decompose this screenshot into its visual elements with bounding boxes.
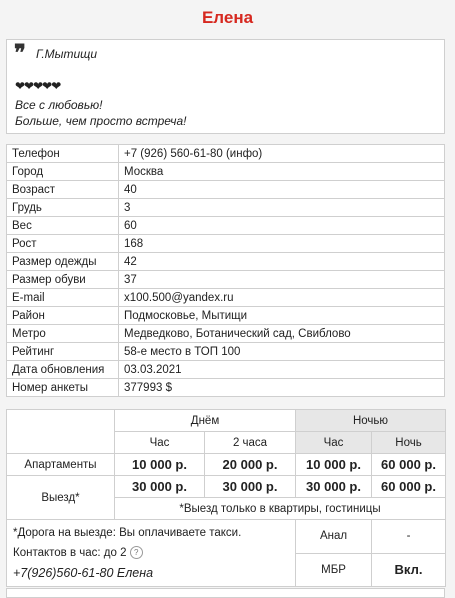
price-table xyxy=(6,409,446,587)
contacts-note xyxy=(13,543,289,563)
price-row-outcall xyxy=(7,476,446,498)
info-value: 42 xyxy=(119,253,445,271)
info-label: Метро xyxy=(7,325,119,343)
info-value: 37 xyxy=(119,271,445,289)
service-value: - xyxy=(372,520,446,554)
info-value: Подмосковье, Мытищи xyxy=(119,307,445,325)
info-row-bust xyxy=(7,199,445,217)
info-row-age xyxy=(7,181,445,199)
service-label: МБР xyxy=(296,553,372,587)
quote-box xyxy=(6,39,445,134)
price-value: 30 000 р. xyxy=(296,476,372,498)
quote-icon: ❞ xyxy=(14,40,26,66)
info-row-number xyxy=(7,379,445,397)
info-label: Дата обновления xyxy=(7,361,119,379)
day-hour-header: Час xyxy=(115,432,205,454)
night-full-header: Ночь xyxy=(372,432,446,454)
info-row-shoe xyxy=(7,271,445,289)
hearts-icons: ❤❤❤❤❤ xyxy=(15,79,61,93)
info-label: Размер обуви xyxy=(7,271,119,289)
info-value: 40 xyxy=(119,181,445,199)
night-header: Ночью xyxy=(296,410,446,432)
phone-name-note: +7(926)560-61-80 Елена xyxy=(13,566,154,580)
info-value: 168 xyxy=(119,235,445,253)
info-value: 3 xyxy=(119,199,445,217)
info-row-rating xyxy=(7,343,445,361)
price-value: 10 000 р. xyxy=(296,454,372,476)
info-value: Москва xyxy=(119,163,445,181)
info-label: Телефон xyxy=(7,145,119,163)
info-value-email[interactable]: x100.500@yandex.ru xyxy=(119,289,445,307)
price-value: 30 000 р. xyxy=(115,476,205,498)
info-label: Район xyxy=(7,307,119,325)
price-value: 60 000 р. xyxy=(372,476,446,498)
road-note: *Дорога на выезде: Вы оплачиваете такси. xyxy=(13,527,242,539)
info-row-district xyxy=(7,307,445,325)
outcall-note: *Выезд только в квартиры, гостиницы xyxy=(115,498,446,520)
info-label: Возраст xyxy=(7,181,119,199)
info-label: Размер одежды xyxy=(7,253,119,271)
price-corner xyxy=(7,410,115,454)
motto-text xyxy=(15,97,187,129)
info-value: 377993 $ xyxy=(119,379,445,397)
motto-line-2: Больше, чем просто встреча! xyxy=(15,114,187,128)
day-two-hours-header: 2 часа xyxy=(205,432,296,454)
night-hour-header: Час xyxy=(296,432,372,454)
price-value: 60 000 р. xyxy=(372,454,446,476)
info-row-weight xyxy=(7,217,445,235)
info-table xyxy=(6,144,445,397)
info-value-phone[interactable]: +7 (926) 560-61-80 (инфо) xyxy=(119,145,445,163)
motto-line-1: Все с любовью! xyxy=(15,98,103,112)
info-label: Город xyxy=(7,163,119,181)
info-row-city xyxy=(7,163,445,181)
price-value: 10 000 р. xyxy=(115,454,205,476)
info-label: Рост xyxy=(7,235,119,253)
city-label: Г.Мытищи xyxy=(36,47,98,61)
contacts-text: Контактов в час: до 2 xyxy=(13,547,127,559)
info-row-email xyxy=(7,289,445,307)
profile-name: Елена xyxy=(201,8,254,27)
price-value: 20 000 р. xyxy=(205,454,296,476)
notes-cell xyxy=(7,520,296,587)
service-value: Вкл. xyxy=(372,553,446,587)
info-label: Вес xyxy=(7,217,119,235)
help-icon[interactable]: ? xyxy=(130,546,143,559)
price-value: 30 000 р. xyxy=(205,476,296,498)
day-header: Днём xyxy=(115,410,296,432)
info-value: 58-е место в ТОП 100 xyxy=(119,343,445,361)
info-row-clothing xyxy=(7,253,445,271)
price-row-label: Выезд* xyxy=(7,476,115,520)
price-row-apartments xyxy=(7,454,446,476)
info-value: Медведково, Ботанический сад, Свиблово xyxy=(119,325,445,343)
info-value: 60 xyxy=(119,217,445,235)
info-label: E-mail xyxy=(7,289,119,307)
next-section-box xyxy=(6,588,445,598)
price-row-label: Апартаменты xyxy=(7,454,115,476)
info-row-metro xyxy=(7,325,445,343)
info-row-updated xyxy=(7,361,445,379)
info-label: Грудь xyxy=(7,199,119,217)
info-label: Рейтинг xyxy=(7,343,119,361)
info-row-phone xyxy=(7,145,445,163)
info-value: 03.03.2021 xyxy=(119,361,445,379)
info-label: Номер анкеты xyxy=(7,379,119,397)
service-label: Анал xyxy=(296,520,372,554)
info-row-height xyxy=(7,235,445,253)
